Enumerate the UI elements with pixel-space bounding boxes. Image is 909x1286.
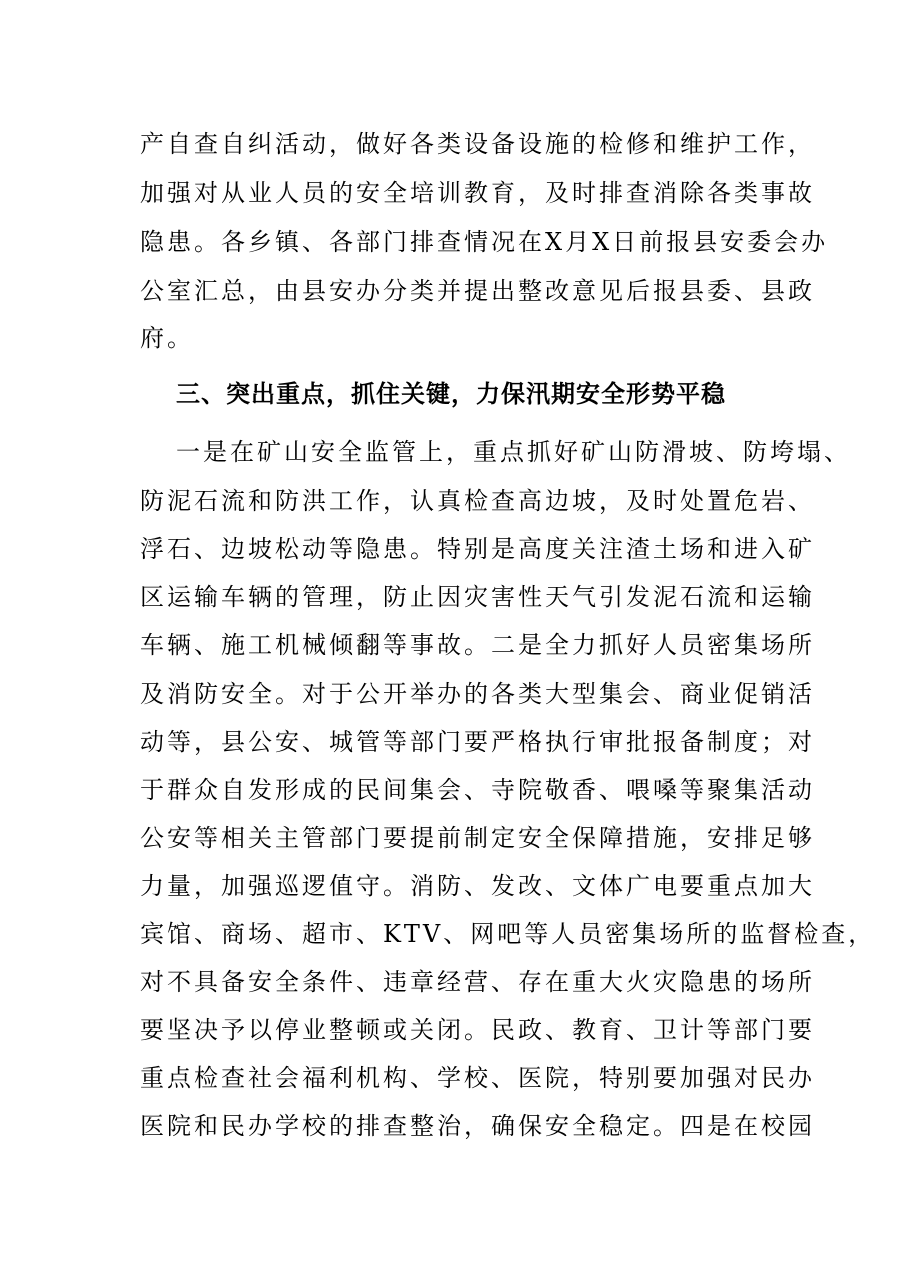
para1-line-2: 加强对从业人员的安全培训教育，及时排查消除各类事故 <box>140 179 815 207</box>
para2-line-6: 及消防安全。对于公开举办的各类大型集会、商业促销活 <box>140 680 815 708</box>
para2-line-5: 车辆、施工机械倾翻等事故。二是全力抓好人员密集场所 <box>140 631 815 659</box>
para1-line-4: 公室汇总，由县安办分类并提出整改意见后报县委、县政 <box>140 277 815 305</box>
para1-line-1: 产自查自纠活动，做好各类设备设施的检修和维护工作， <box>140 130 815 158</box>
para2-line-12: 对不具备安全条件、违章经营、存在重大火灾隐患的场所 <box>140 968 815 996</box>
section-heading-3: 三、突出重点，抓住关键，力保汛期安全形势平稳 <box>176 380 726 408</box>
para2-line-9: 公安等相关主管部门要提前制定安全保障措施，安排足够 <box>140 824 815 852</box>
para2-line-15: 医院和民办学校的排查整治，确保安全稳定。四是在校园 <box>140 1112 815 1140</box>
para2-line-10: 力量，加强巡逻值守。消防、发改、文体广电要重点加大 <box>140 872 815 900</box>
para2-line-2: 防泥石流和防洪工作，认真检查高边坡，及时处置危岩、 <box>140 487 815 515</box>
para2-line-7: 动等，县公安、城管等部门要严格执行审批报备制度；对 <box>140 728 815 756</box>
para2-line-1: 一是在矿山安全监管上，重点抓好矿山防滑坡、防垮塌、 <box>176 438 851 466</box>
para1-line-5: 府。 <box>140 324 194 352</box>
para2-line-3: 浮石、边坡松动等隐患。特别是高度关注渣土场和进入矿 <box>140 535 815 563</box>
para2-line-11: 宾馆、商场、超市、KTV、网吧等人员密集场所的监督检查， <box>140 920 876 948</box>
para2-line-13: 要坚决予以停业整顿或关闭。民政、教育、卫计等部门要 <box>140 1016 815 1044</box>
para2-line-4: 区运输车辆的管理，防止因灾害性天气引发泥石流和运输 <box>140 583 815 611</box>
para1-line-3: 隐患。各乡镇、各部门排查情况在X月X日前报县安委会办 <box>140 228 829 256</box>
para2-line-14: 重点检查社会福利机构、学校、医院，特别要加强对民办 <box>140 1064 815 1092</box>
para2-line-8: 于群众自发形成的民间集会、寺院敬香、喂嗓等聚集活动 <box>140 776 815 804</box>
